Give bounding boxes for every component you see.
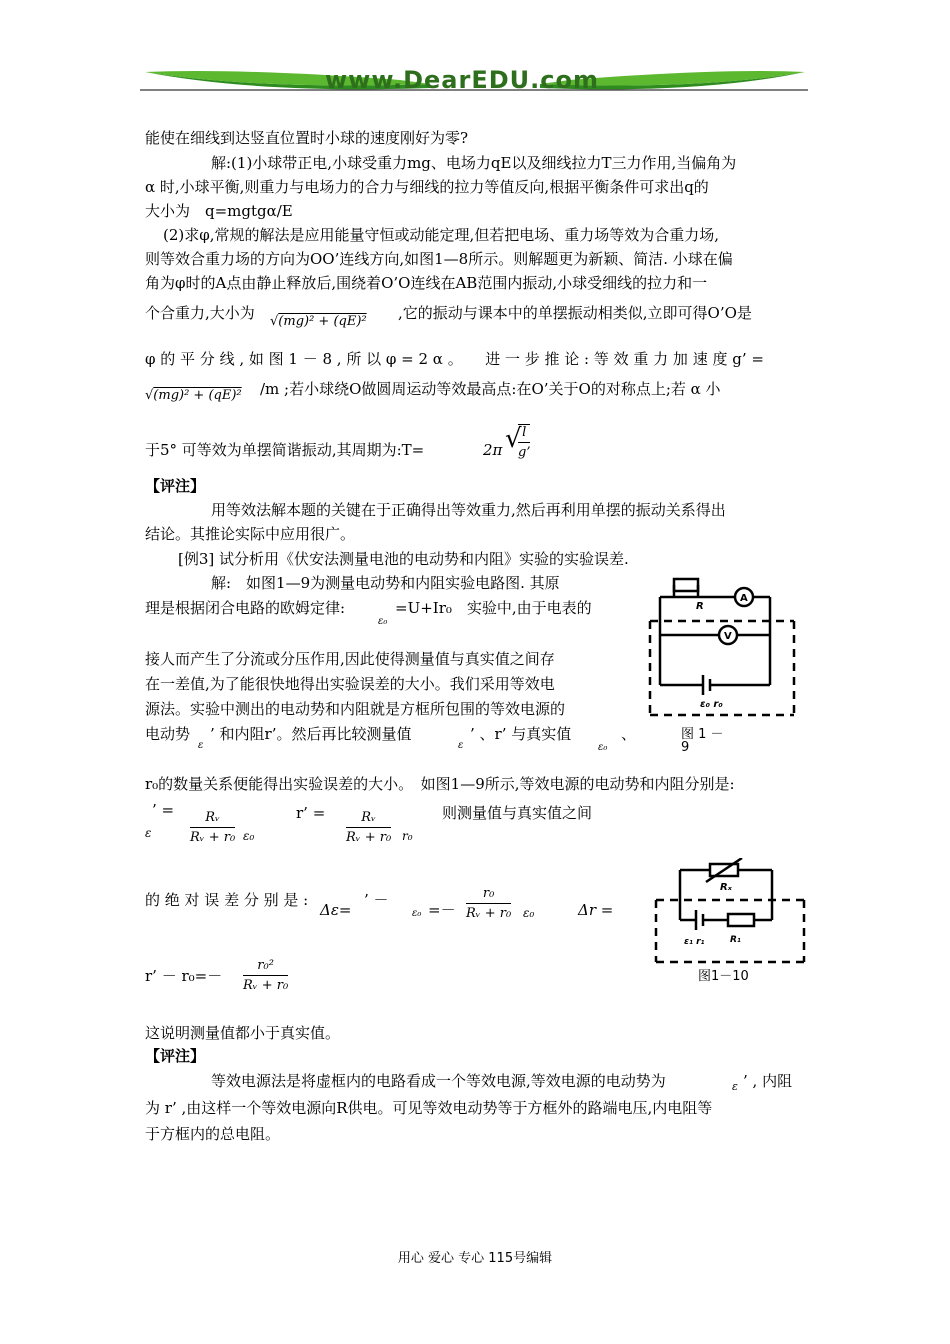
figure-caption: 图1－10 (698, 969, 749, 984)
eps-symbol: ε (458, 740, 464, 751)
paragraph-line: r’ － r₀=－ (145, 967, 223, 985)
period-fraction: $\frac{l}{g’}$ (518, 425, 531, 460)
rx-label: Rₓ (720, 882, 732, 893)
paragraph-line: r’ = (296, 804, 326, 822)
delta-r-fraction: $\frac{\text{r₀²}}{\text{Rᵥ + r₀}}$ (243, 958, 289, 993)
figure-caption: 9 (681, 740, 690, 755)
r0-symbol: r₀ (402, 829, 413, 843)
eps-fraction: $\frac{\text{Rᵥ}}{\text{Rᵥ + r₀}}$ (190, 810, 236, 845)
paragraph-line: 角为φ时的A点由静止释放后,围绕着O’O连线在AB范围内振动,小球受细线的拉力和一 (145, 274, 708, 292)
eps0-symbol: ε₀ (378, 616, 388, 627)
paragraph-line: ,它的振动与课本中的单摆振动相类似,立即可得O’O是 (398, 304, 752, 322)
paragraph-line: 能使在细线到达竖直位置时小球的速度刚好为零? (145, 129, 469, 147)
paragraph-line: 、 (621, 725, 637, 743)
paragraph-line: 则测量值与真实值之间 (442, 804, 593, 822)
paragraph-line: r₀的数量关系便能得出实验误差的大小。 如图1—9所示,等效电源的电动势和内阻分别是: (145, 775, 735, 793)
paragraph-line: 解:(1)小球带正电,小球受重力mg、电场力qE以及细线拉力T三力作用,当偏角为 (211, 154, 737, 172)
paragraph-line: 个合重力,大小为 (145, 304, 255, 322)
r-fraction: $\frac{\text{Rᵥ}}{\text{Rᵥ + r₀}}$ (346, 810, 392, 845)
eps-symbol: ε (145, 826, 152, 840)
page-footer: 用心 爱心 专心 115号编辑 (397, 1251, 553, 1266)
paragraph-line: 解: 如图1—9为测量电动势和内阻实验电路图. 其原 (211, 574, 560, 592)
paragraph-line: 则等效合重力场的方向为OO’连线方向,如图1—8所示。则解题更为新颖、简洁. 小球在偏 (145, 250, 733, 268)
paragraph-line: 结论。其推论实际中应用很广。 (145, 525, 356, 543)
resistor-label: R (696, 601, 704, 612)
eq-part: =－ (428, 901, 456, 919)
eps0-symbol: ε₀ (243, 829, 255, 843)
ammeter-label: A (740, 593, 748, 604)
example-title: [例3] 试分析用《伏安法测量电池的电动势和内阻》实验的实验误差. (178, 550, 629, 568)
paragraph-line: /m ;若小球绕O做圆周运动等效最高点:在O’关于O的对称点上;若 α 小 (260, 380, 721, 398)
paragraph-line: 大小为 q=mgtgα/E (145, 202, 293, 220)
paragraph-line: 这说明测量值都小于真实值。 (145, 1024, 341, 1042)
note-title: 【评注】 (145, 1047, 206, 1065)
delta-eps-fraction: $\frac{\text{r₀}}{\text{Rᵥ + r₀}}$ (466, 886, 512, 921)
eps0-symbol: ε₀ (523, 906, 535, 920)
two-pi: 2π (483, 441, 503, 459)
paragraph-line: 接人而产生了分流或分压作用,因此使得测量值与真实值之间存 (145, 650, 555, 668)
eq-part: ’ － (364, 891, 389, 909)
paragraph-line: 理是根据闭合电路的欧姆定律: (145, 599, 346, 617)
paragraph-line: 于5° 可等效为单摆简谐振动,其周期为:T= (145, 441, 425, 459)
paragraph-line: φ 的 平 分 线 , 如 图 1 － 8 , 所 以 φ = 2 α 。 进 一 步 推 论 : 等 效 重 力 加 速 度 g’ = (145, 350, 764, 368)
eps0-symbol: ε₀ (598, 742, 608, 753)
battery-label: ε₀ r₀ (700, 699, 723, 710)
sqrt-sign: √ (505, 424, 522, 454)
delta-eps: Δε= (320, 901, 352, 919)
paragraph-line: 的 绝 对 误 差 分 别 是 : (145, 891, 309, 909)
paragraph-line: 等效电源法是将虚框内的电路看成一个等效电源,等效电源的电动势为 (211, 1072, 666, 1090)
eps-symbol: ε (732, 1080, 738, 1093)
paragraph-line: 源法。实验中测出的电动势和内阻就是方框所包围的等效电源的 (145, 700, 566, 718)
circuit-figure-1-10 (650, 858, 810, 970)
paragraph-line: ’ = (152, 801, 175, 819)
site-logo: www.DearEDU.com (325, 66, 599, 94)
voltmeter-label: V (724, 631, 732, 642)
paragraph-line: ’ 、r’ 与真实值 (470, 725, 572, 743)
sqrt-expression: √(mg)² + (qE)² (145, 388, 242, 403)
paragraph-line: =U+Ir₀ 实验中,由于电表的 (395, 599, 592, 617)
paragraph-line: 在一差值,为了能很快地得出实验误差的大小。我们采用等效电 (145, 675, 555, 693)
paragraph-line: ’ , 内阻 (743, 1072, 793, 1090)
paragraph-line: 于方框内的总电阻。 (145, 1125, 281, 1143)
figure-caption: 图 1 － (681, 727, 724, 742)
r1-label: R₁ (730, 935, 741, 945)
eps0-symbol: ε₀ (412, 908, 422, 919)
paragraph-line: (2)求φ,常规的解法是应用能量守恒或动能定理,但若把电场、重力场等效为合重力场, (163, 226, 720, 244)
paragraph-line: 电动势 (145, 725, 191, 743)
eps-symbol: ε (198, 740, 204, 751)
paragraph-line: α 时,小球平衡,则重力与电场力的合力与细线的拉力等值反向,根据平衡条件可求出q的 (145, 178, 709, 196)
circuit-figure-1-9 (638, 575, 800, 723)
delta-r: Δr = (578, 901, 614, 919)
sqrt-expression: √(mg)² + (qE)² (270, 314, 367, 329)
paragraph-line: 用等效法解本题的关键在于正确得出等效重力,然后再利用单摆的振动关系得出 (211, 501, 726, 519)
paragraph-line: 为 r’ ,由这样一个等效电源向R供电。可见等效电动势等于方框外的路端电压,内电阻等 (145, 1099, 713, 1117)
note-title: 【评注】 (145, 477, 206, 495)
paragraph-line: ’ 和内阻r’。然后再比较测量值 (210, 725, 412, 743)
battery-label: ε₁ r₁ (684, 937, 705, 947)
